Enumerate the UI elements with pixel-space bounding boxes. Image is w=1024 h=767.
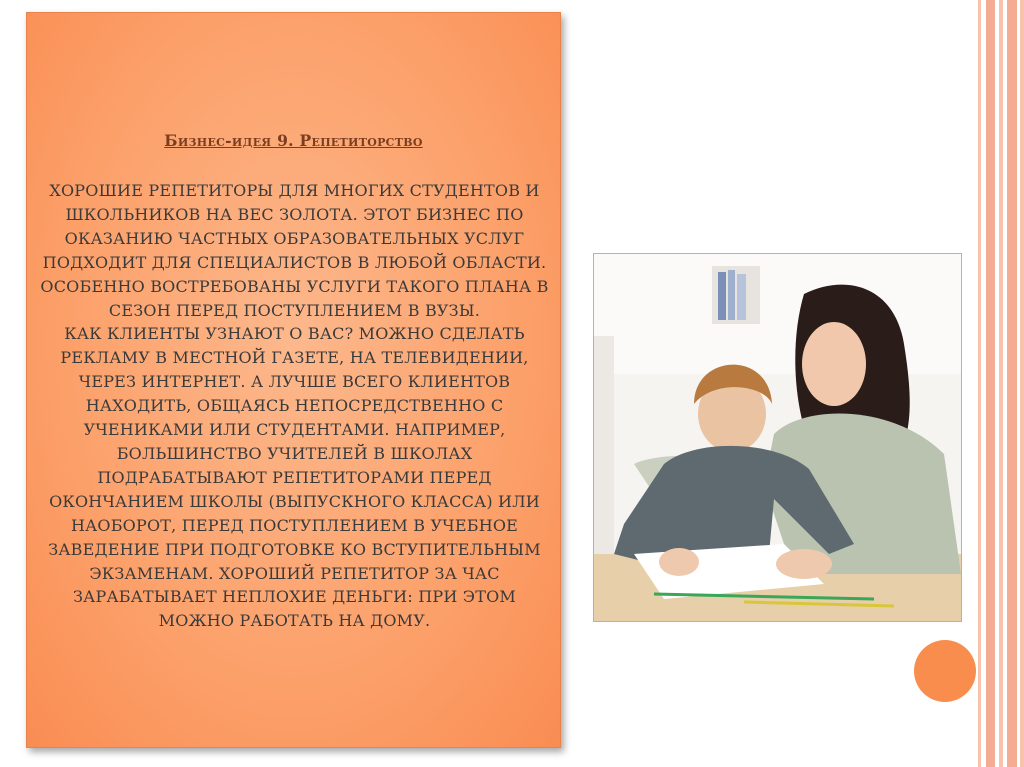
decorative-stripes [978,0,1024,767]
tutor-and-student-image [594,254,961,621]
paragraph-2: КАК КЛИЕНТЫ УЗНАЮТ О ВАС? МОЖНО СДЕЛАТЬ РЕКЛАМУ В МЕСТНОЙ ГАЗЕТЕ, НА ТЕЛЕВИДЕНИИ, ЧЕРЕЗ ИНТЕРНЕТ. А ЛУЧШЕ ВСЕГО КЛИЕНТОВ НАХОДИТЬ, ОБЩАЯСЬ НЕПОСРЕДСТВЕННО С УЧЕНИКАМИ ИЛИ СТУДЕНТАМИ. НАПРИМЕР, БОЛЬШИНСТВО УЧИТЕЛЕЙ В ШКОЛАХ ПОДРАБАТЫВАЮТ РЕПЕТИТОРАМИ ПЕРЕД ОКОНЧАНИЕМ ШКОЛЫ (ВЫПУСКНОГО КЛАССА) ИЛИ НАОБОРОТ, ПЕРЕД ПОСТУПЛЕНИЕМ В УЧЕБНОЕ ЗАВЕДЕНИЕ ПРИ ПОДГОТОВКЕ КО ВСТУПИТЕЛЬНЫМ ЭКЗАМЕНАМ. ХОРОШИЙ РЕПЕТИТОР ЗА ЧАС ЗАРАБАТЫВАЕТ НЕПЛОХИЕ ДЕНЬГИ: ПРИ ЭТОМ МОЖНО РАБОТАТЬ НА ДОМУ. [48,324,541,631]
slide-title: Бизнес-идея 9. Репетиторство [164,131,423,150]
text-panel [26,12,561,748]
paragraph-1: ХОРОШИЕ РЕПЕТИТОРЫ ДЛЯ МНОГИХ СТУДЕНТОВ И ШКОЛЬНИКОВ НА ВЕС ЗОЛОТА. ЭТОТ БИЗНЕС ПО ОКАЗАНИЮ ЧАСТНЫХ ОБРАЗОВАТЕЛЬНЫХ УСЛУГ ПОДХОДИТ ДЛЯ СПЕЦИАЛИСТОВ В ЛЮБОЙ ОБЛАСТИ. ОСОБЕННО ВОСТРЕБОВАНЫ УСЛУГИ ТАКОГО ПЛАНА В СЕЗОН ПЕРЕД ПОСТУПЛЕНИЕМ В ВУЗЫ. [40,181,549,320]
tutoring-photo [593,253,962,622]
decorative-circle [914,640,976,702]
slide-body [35,179,554,633]
